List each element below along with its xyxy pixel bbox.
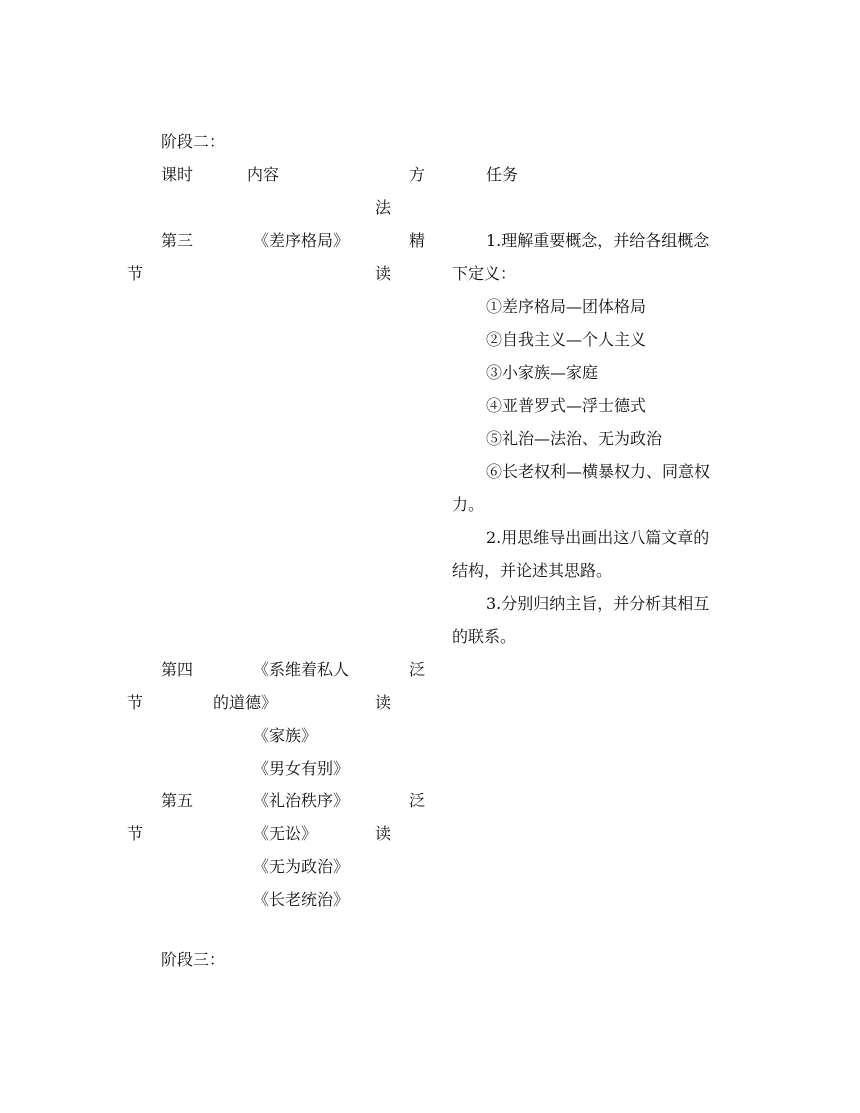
task2-line2: 结构，并论述其思路。 (452, 561, 613, 580)
section3-method-cont: 读 (375, 264, 392, 283)
header-method-char1: 方 (409, 165, 426, 184)
task3-line1: 3.分别归纳主旨，并分析其相互 (486, 594, 710, 613)
section4-method-cont: 读 (375, 693, 392, 712)
section3-period-cont: 节 (127, 264, 144, 283)
section5-method-cont: 读 (375, 824, 392, 843)
concept-item-cont: 力。 (452, 495, 485, 514)
section3-method: 精 (409, 231, 426, 250)
section5-content-title: 《长老统治》 (253, 890, 350, 909)
section3-period: 第三 (161, 231, 194, 250)
concept-item: ②自我主义—个人主义 (486, 330, 647, 349)
section4-method: 泛 (409, 660, 426, 679)
section4-content-title: 《男女有别》 (253, 759, 350, 778)
section4-content-title: 《家族》 (253, 726, 318, 745)
section4-content-title-cont: 的道德》 (213, 693, 278, 712)
header-content: 内容 (247, 165, 280, 184)
concept-item: ⑤礼治—法治、无为政治 (486, 429, 663, 448)
task1-line2: 下定义： (452, 264, 517, 283)
section5-period: 第五 (161, 791, 194, 810)
concept-item: ⑥长老权利—横暴权力、同意权 (486, 462, 711, 481)
section5-content-title: 《礼治秩序》 (253, 791, 350, 810)
section3-content: 《差序格局》 (253, 231, 350, 250)
section4-period: 第四 (161, 660, 194, 679)
stage3-heading: 阶段三： (161, 950, 226, 969)
header-method-char2: 法 (375, 198, 392, 217)
concept-item: ④亚普罗式—浮士德式 (486, 396, 647, 415)
concept-item: ①差序格局—团体格局 (486, 297, 647, 316)
stage2-heading: 阶段二： (161, 132, 226, 151)
section4-period-cont: 节 (127, 693, 144, 712)
section5-period-cont: 节 (127, 824, 144, 843)
section5-method: 泛 (409, 791, 426, 810)
header-period: 课时 (161, 165, 194, 184)
task1-line1: 1.理解重要概念，并给各组概念 (486, 231, 710, 250)
section4-content-title: 《系维着私人 (253, 660, 350, 679)
header-task: 任务 (486, 165, 519, 184)
section5-content-title: 《无为政治》 (253, 857, 350, 876)
section5-content-title: 《无讼》 (253, 824, 318, 843)
concept-item: ③小家族—家庭 (486, 363, 599, 382)
task3-line2: 的联系。 (452, 627, 517, 646)
task2-line1: 2.用思维导出画出这八篇文章的 (486, 528, 710, 547)
